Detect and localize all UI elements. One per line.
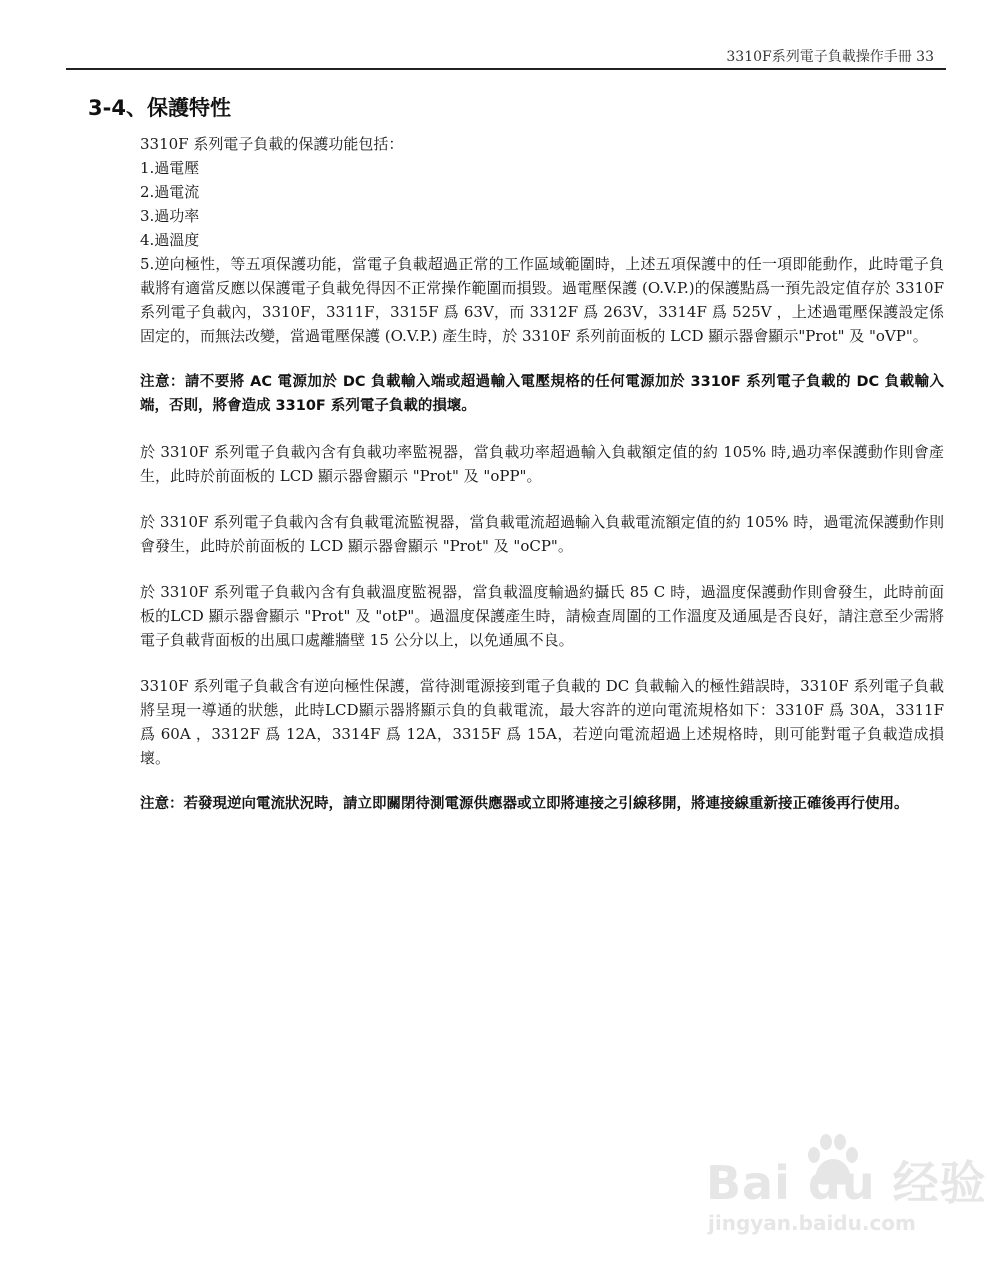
overpower-paragraph: 於 3310F 系列電子負載內含有負載功率監視器，當負載功率超過輸入負載額定值的約 105% 時,過功率保護動作則會產生，此時於前面板的 LCD 顯示器會顯示 "Prot" 及 "oPP"。 xyxy=(140,443,944,485)
section-title: 3-4、保護特性 xyxy=(88,96,231,120)
list-item: 3.過功率 xyxy=(140,207,200,225)
list-item-reverse-polarity: 5.逆向極性，等五項保護功能，當電子負載超過正常的工作區域範圍時，上述五項保護中的任一項即能動作，此時電子負載將有適當反應以保護電子負載免得因不正常操作範圍而損毀。過電壓保護 (O.V.P.)的保護點爲一預先設定值存於 3310F 系列電子負載內，3310F，3311F，3315F 爲 63V，而 3312F 爲 263V，3314F 爲 525V ，上述過電壓保護設定係固定的，而無法改變，當過電壓保護 (O.V.P.) 產生時，於 3310F 系列前面板的 LCD 顯示器會顯示"Prot" 及 "oVP"。 xyxy=(140,255,944,345)
reverse-current-note: 注意：若發現逆向電流狀況時，請立即關閉待測電源供應器或立即將連接之引線移開，將連接線重新接正確後再行使用。 xyxy=(140,796,909,812)
intro-paragraph: 3310F 系列電子負載的保護功能包括： xyxy=(140,135,404,153)
header-divider xyxy=(66,68,946,70)
page-header: 3310F系列電子負載操作手冊 33 xyxy=(726,49,934,65)
baidu-watermark xyxy=(706,1133,987,1253)
body-content xyxy=(140,132,944,816)
list-item: 1.過電壓 xyxy=(140,159,200,177)
reverse-polarity-paragraph: 3310F 系列電子負載含有逆向極性保護，當待測電源接到電子負載的 DC 負載輸入的極性錯誤時，3310F 系列電子負載將呈現一導通的狀態，此時LCD顯示器將顯示負的負載電流，最大容許的逆向電流規格如下：3310F 爲 30A，3311F 爲 60A ，3312F 爲 12A，3314F 爲 12A，3315F 爲 15A，若逆向電流超過上述規格時，則可能對電子負載造成損壞。 xyxy=(140,677,944,767)
watermark-url: jingyan.baidu.com xyxy=(708,1211,916,1235)
overtemperature-paragraph: 於 3310F 系列電子負載內含有負載溫度監視器，當負載溫度輸過約攝氏 85 C 時，過溫度保護動作則會發生，此時前面板的LCD 顯示器會顯示 "Prot" 及 "otP"。過溫度保護產生時，請檢查周圍的工作溫度及通風是否良好，請注意至少需將電子負載背面板的出風口處離牆壁 15 公分以上，以免通風不良。 xyxy=(140,583,944,649)
overcurrent-paragraph: 於 3310F 系列電子負載內含有負載電流監視器，當負載電流超過輸入負載電流額定值的約 105% 時，過電流保護動作則會發生，此時於前面板的 LCD 顯示器會顯示 "Prot" 及 "oCP"。 xyxy=(140,513,944,555)
watermark-logo-text: Bai du 经验 xyxy=(706,1156,987,1210)
list-item: 2.過電流 xyxy=(140,183,200,201)
warning-note: 注意：請不要將 AC 電源加於 DC 負載輸入端或超過輸入電壓規格的任何電源加於 3310F 系列電子負載的 DC 負載輸入端，否則，將會造成 3310F 系列電子負載的損壞。 xyxy=(140,374,944,414)
list-item: 4.過溫度 xyxy=(140,231,200,249)
